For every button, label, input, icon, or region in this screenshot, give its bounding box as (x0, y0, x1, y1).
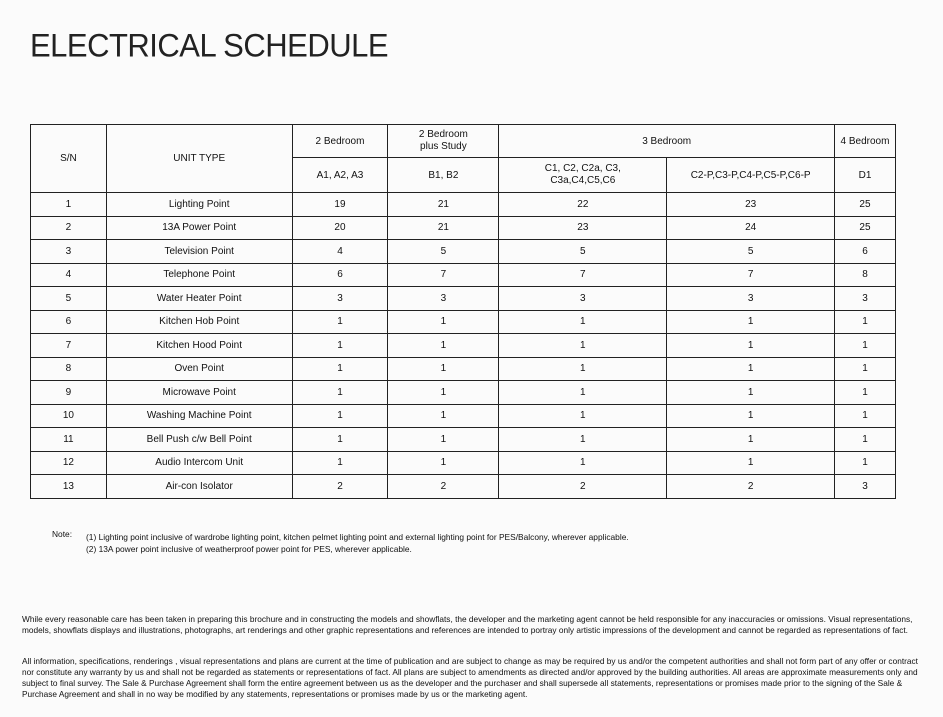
row-sn: 9 (31, 381, 107, 405)
row-value: 7 (388, 263, 499, 287)
subtype-header-d: D1 (834, 158, 895, 193)
row-value: 6 (292, 263, 388, 287)
table-row (31, 310, 896, 334)
electrical-schedule-table (30, 124, 896, 499)
disclaimer-paragraph-1: While every reasonable care has been taken in preparing this brochure and in constructing the models and showflats, the developer and the marketing agent cannot be held responsible for any inaccuracies or omissions. Visual representations, models, showflats displays and illustrations, photographs, art renderings and other graphic representations and references are intended to portray only artistic impressions of the development and cannot be regarded as representations of fact. (22, 614, 913, 635)
row-value: 25 (834, 193, 895, 217)
row-value: 3 (292, 287, 388, 311)
row-value: 1 (292, 428, 388, 452)
row-value: 3 (834, 287, 895, 311)
row-unit-type: Audio Intercom Unit (106, 451, 292, 475)
sn-header: S/N (31, 125, 107, 193)
table-row (31, 381, 896, 405)
group-header-2-bedroom: 2 Bedroom (292, 125, 388, 158)
row-value: 1 (499, 310, 667, 334)
row-value: 23 (667, 193, 835, 217)
row-value: 1 (292, 404, 388, 428)
row-value: 1 (499, 357, 667, 381)
row-value: 21 (388, 193, 499, 217)
row-sn: 11 (31, 428, 107, 452)
disclaimer-paragraph-2: All information, specifications, renderings , visual representations and plans are current at the time of publication and are subject to change as may be required by us and/or the competent authorities and shall not form part of any offer or contract nor constitute any warranty by us and shall not be regarded as statements or representations of fact. All plans are subject to amendments as directed and/or approved by the building authorities. All areas are approximate measurements only and subject to final survey. The Sale & Purchase Agreement shall form the entire agreement between us as the developer and the purchaser and shall supersede all statements, representations or promises made prior to the signing of the Sale & Purchase Agreement and shall in no way be modified by any statements, representations or promises made by us or the marketing agent. (22, 656, 918, 699)
row-sn: 13 (31, 475, 107, 499)
row-value: 1 (388, 451, 499, 475)
row-unit-type: Bell Push c/w Bell Point (106, 428, 292, 452)
row-unit-type: 13A Power Point (106, 216, 292, 240)
row-value: 1 (667, 334, 835, 358)
row-value: 1 (667, 404, 835, 428)
row-value: 1 (292, 381, 388, 405)
row-value: 25 (834, 216, 895, 240)
row-value: 2 (388, 475, 499, 499)
table-row (31, 263, 896, 287)
row-value: 8 (834, 263, 895, 287)
row-unit-type: Oven Point (106, 357, 292, 381)
row-value: 1 (834, 310, 895, 334)
row-value: 5 (667, 240, 835, 264)
row-value: 1 (292, 334, 388, 358)
row-value: 1 (667, 357, 835, 381)
table-row (31, 357, 896, 381)
row-sn: 3 (31, 240, 107, 264)
row-value: 1 (834, 334, 895, 358)
row-value: 1 (388, 357, 499, 381)
page-title: ELECTRICAL SCHEDULE (30, 27, 389, 64)
row-unit-type: Telephone Point (106, 263, 292, 287)
row-value: 1 (388, 428, 499, 452)
row-value: 1 (667, 428, 835, 452)
row-value: 22 (499, 193, 667, 217)
unit-type-header: UNIT TYPE (106, 125, 292, 193)
row-value: 6 (834, 240, 895, 264)
row-unit-type: Lighting Point (106, 193, 292, 217)
row-value: 2 (499, 475, 667, 499)
row-value: 1 (834, 451, 895, 475)
subtype-header-c: C1, C2, C2a, C3, C3a,C4,C5,C6 (499, 158, 667, 193)
row-value: 3 (499, 287, 667, 311)
table-row (31, 287, 896, 311)
row-value: 4 (292, 240, 388, 264)
row-unit-type: Washing Machine Point (106, 404, 292, 428)
table-row (31, 216, 896, 240)
group-header-4-bedroom: 4 Bedroom (834, 125, 895, 158)
notes-label: Note: (52, 529, 73, 539)
row-value: 1 (834, 404, 895, 428)
row-value: 1 (388, 381, 499, 405)
row-sn: 8 (31, 357, 107, 381)
row-value: 20 (292, 216, 388, 240)
row-value: 3 (388, 287, 499, 311)
row-value: 24 (667, 216, 835, 240)
row-value: 2 (292, 475, 388, 499)
table-row (31, 193, 896, 217)
row-sn: 1 (31, 193, 107, 217)
row-value: 1 (499, 334, 667, 358)
row-value: 1 (292, 357, 388, 381)
row-sn: 2 (31, 216, 107, 240)
row-value: 5 (388, 240, 499, 264)
row-value: 19 (292, 193, 388, 217)
subtype-header-a: A1, A2, A3 (292, 158, 388, 193)
row-value: 1 (499, 404, 667, 428)
table-row (31, 240, 896, 264)
table-row (31, 404, 896, 428)
row-value: 1 (834, 428, 895, 452)
row-value: 1 (292, 451, 388, 475)
row-value: 1 (499, 428, 667, 452)
row-value: 2 (667, 475, 835, 499)
row-sn: 4 (31, 263, 107, 287)
row-value: 1 (388, 334, 499, 358)
row-value: 23 (499, 216, 667, 240)
row-value: 7 (499, 263, 667, 287)
table-row (31, 428, 896, 452)
row-sn: 12 (31, 451, 107, 475)
note-item-2: (2) 13A power point inclusive of weatherproof power point for PES, wherever applicable. (86, 543, 412, 554)
row-value: 1 (667, 310, 835, 334)
row-unit-type: Television Point (106, 240, 292, 264)
row-value: 1 (499, 381, 667, 405)
row-value: 1 (667, 451, 835, 475)
row-value: 5 (499, 240, 667, 264)
row-sn: 7 (31, 334, 107, 358)
subtype-header-c-p: C2-P,C3-P,C4-P,C5-P,C6-P (667, 158, 835, 193)
row-value: 1 (834, 381, 895, 405)
table-row (31, 451, 896, 475)
group-header-2-bedroom-study: 2 Bedroom plus Study (388, 125, 499, 158)
row-unit-type: Kitchen Hob Point (106, 310, 292, 334)
row-value: 1 (834, 357, 895, 381)
row-value: 3 (834, 475, 895, 499)
row-unit-type: Water Heater Point (106, 287, 292, 311)
row-value: 1 (292, 310, 388, 334)
row-value: 21 (388, 216, 499, 240)
table-row (31, 475, 896, 499)
row-unit-type: Air-con Isolator (106, 475, 292, 499)
row-value: 7 (667, 263, 835, 287)
row-value: 1 (667, 381, 835, 405)
subtype-header-b: B1, B2 (388, 158, 499, 193)
row-value: 1 (388, 404, 499, 428)
row-sn: 6 (31, 310, 107, 334)
schedule-body (31, 193, 896, 499)
row-unit-type: Kitchen Hood Point (106, 334, 292, 358)
row-sn: 5 (31, 287, 107, 311)
note-item-1: (1) Lighting point inclusive of wardrobe lighting point, kitchen pelmet lighting point and external lighting point for PES/Balcony, wherever applicable. (86, 532, 629, 542)
row-sn: 10 (31, 404, 107, 428)
group-header-3-bedroom: 3 Bedroom (499, 125, 835, 158)
table-row (31, 334, 896, 358)
row-value: 1 (388, 310, 499, 334)
row-value: 3 (667, 287, 835, 311)
row-unit-type: Microwave Point (106, 381, 292, 405)
row-value: 1 (499, 451, 667, 475)
